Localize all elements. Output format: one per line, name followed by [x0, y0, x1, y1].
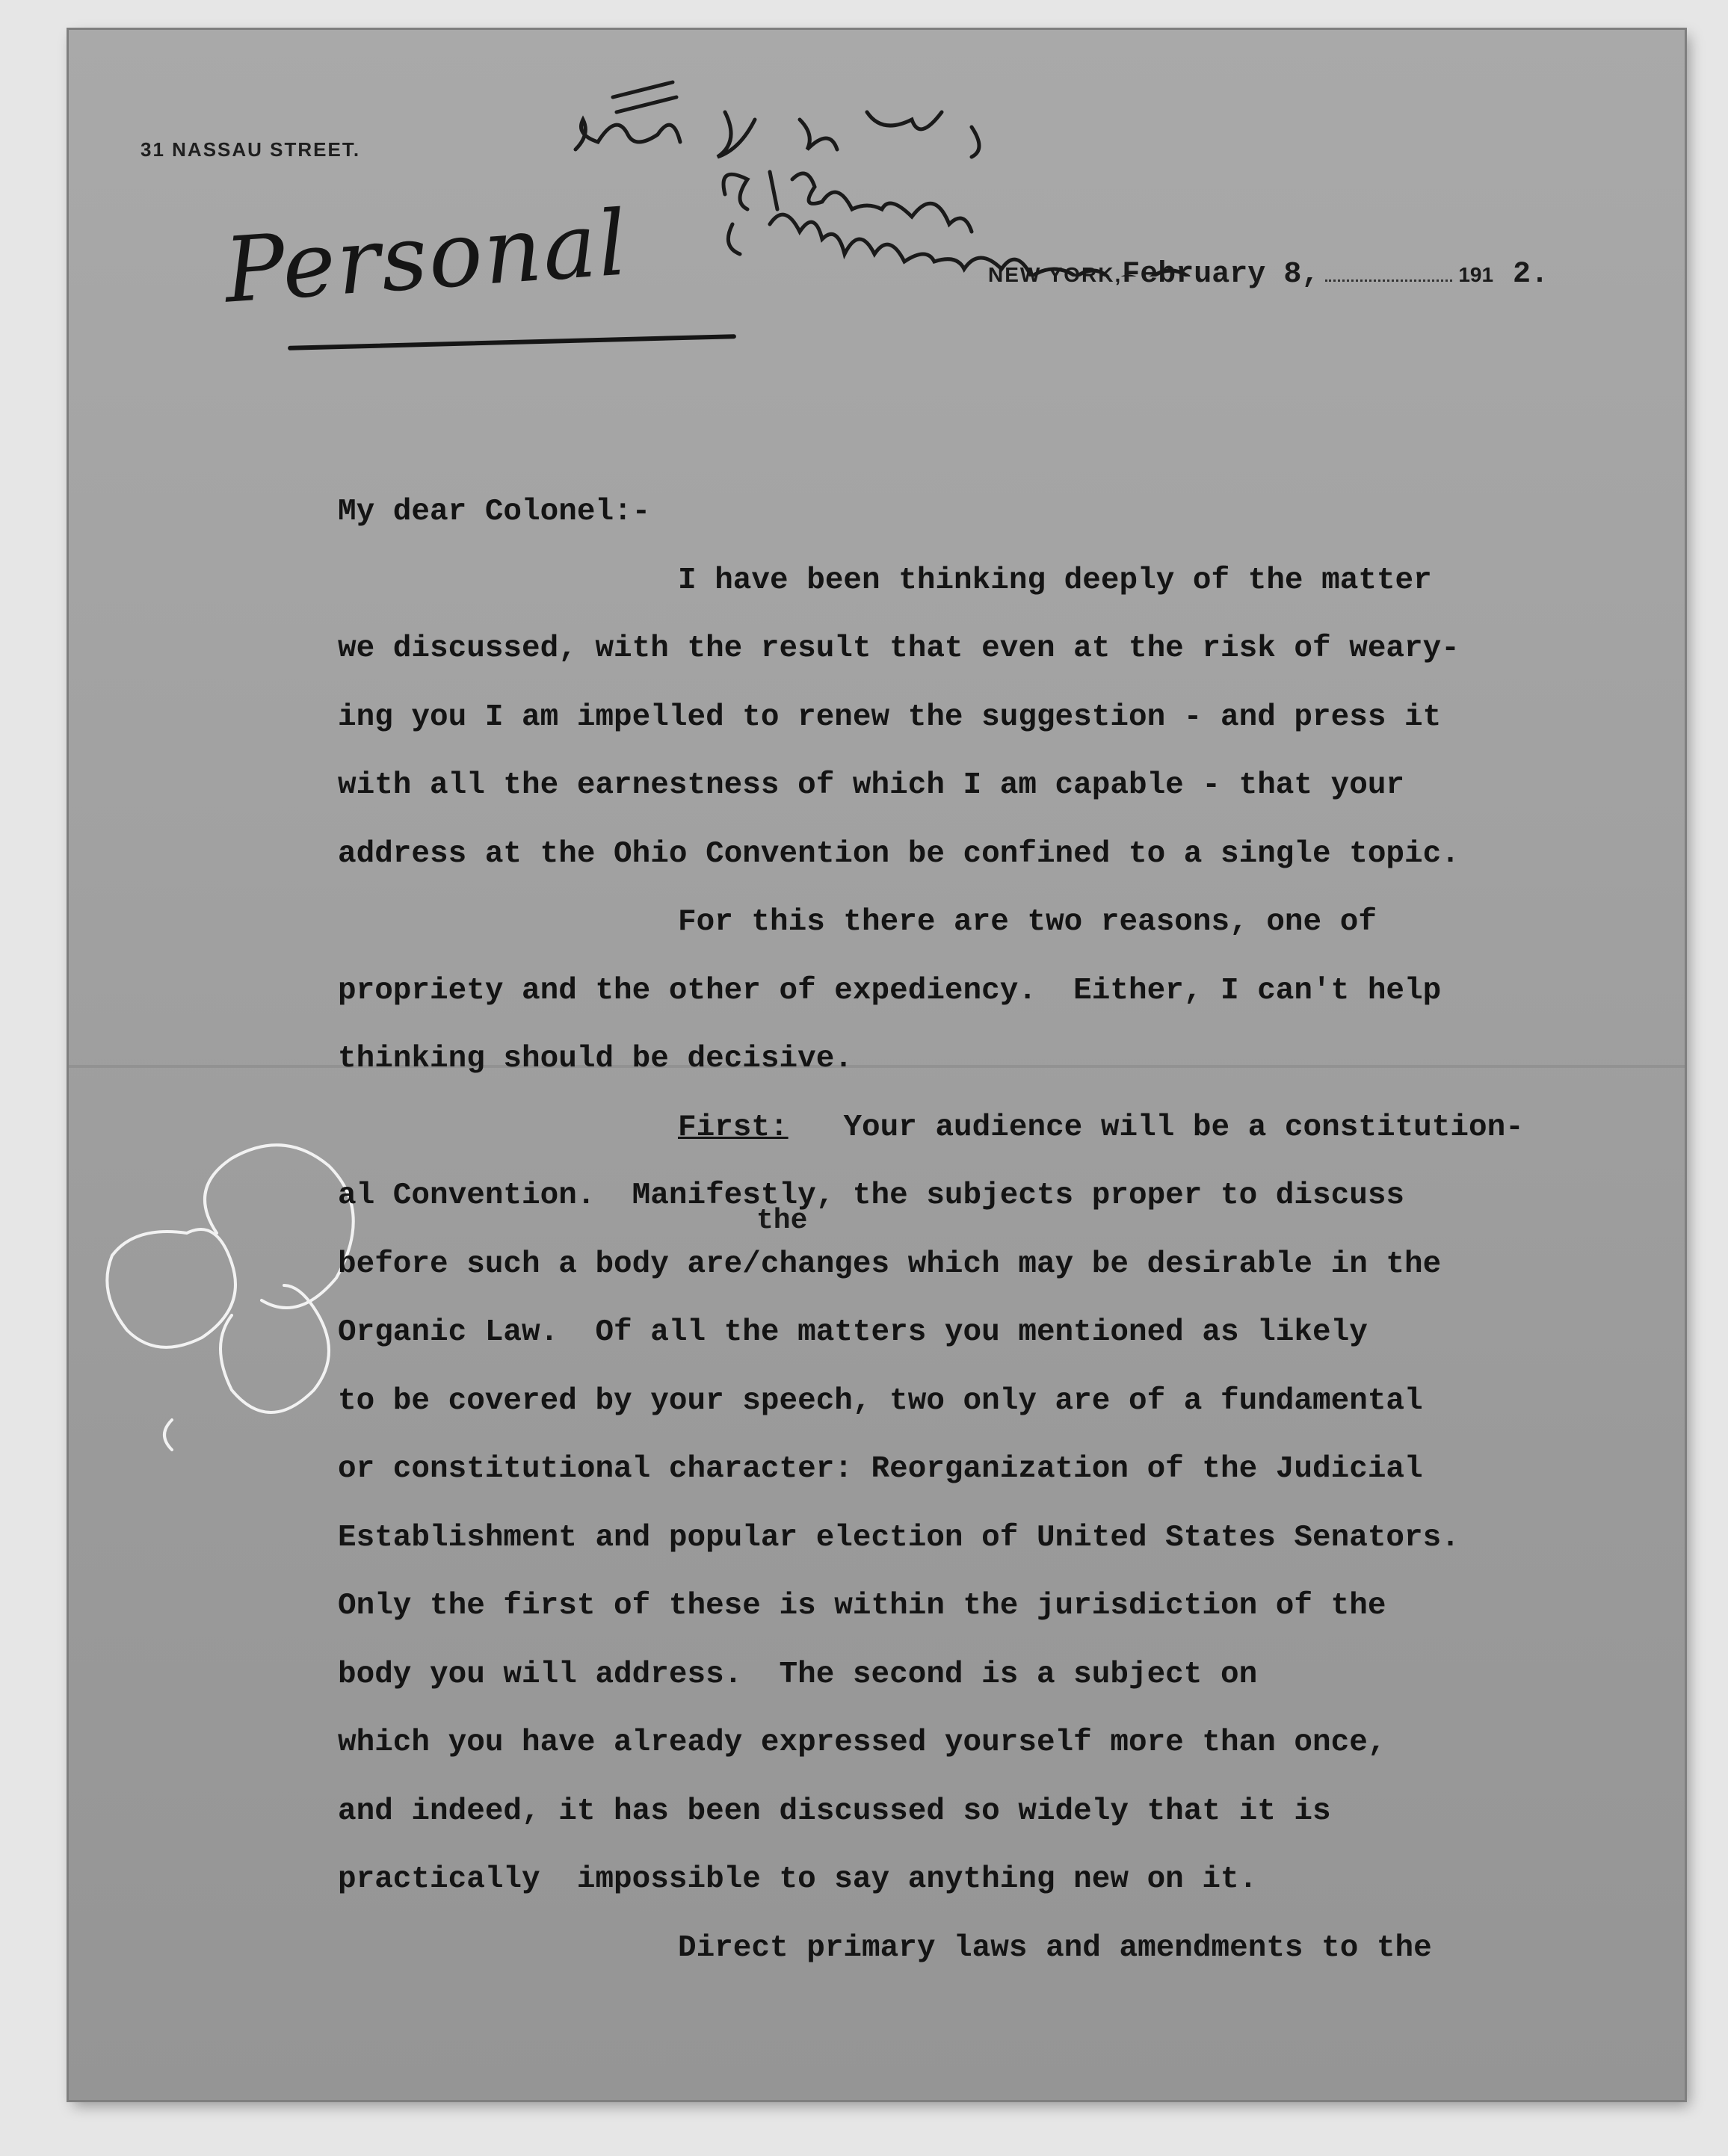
- letter-line: Organic Law. Of all the matters you mentioned as likely: [338, 1315, 1368, 1350]
- handwritten-notes: [553, 67, 1428, 277]
- letter-line: which you have already expressed yourself more than once,: [338, 1726, 1386, 1760]
- letter-line: practically impossible to say anything new on it.: [338, 1862, 1258, 1897]
- first-paragraph-text: Your audience will be a constitution-: [843, 1110, 1524, 1145]
- letter-line: we discussed, with the result that even at the risk of weary-: [338, 631, 1460, 666]
- dateline: [988, 258, 1549, 291]
- letter-line: ing you I am impelled to renew the suggestion - and press it: [338, 699, 1442, 735]
- handwritten-insert-word: the: [756, 1205, 808, 1237]
- letter-line: body you will address. The second is a subject on: [338, 1657, 1258, 1692]
- dateline-year-prefix: 191: [1458, 263, 1494, 286]
- letter-line: address at the Ohio Convention be confined to a single topic.: [338, 836, 1460, 871]
- letterhead-street: 31 NASSAU STREET.: [141, 138, 361, 161]
- letter-line: propriety and the other of expediency. Either, I can't help: [338, 973, 1442, 1008]
- dateline-year-suffix: 2.: [1513, 258, 1549, 291]
- letter-body: [338, 478, 1623, 1983]
- dateline-dotted-rule: [1325, 279, 1452, 282]
- dateline-date: February 8,: [1122, 258, 1320, 291]
- letter-line: I have been thinking deeply of the matter: [678, 563, 1432, 598]
- letter-line: with all the earnestness of which I am capable - that your: [338, 768, 1405, 803]
- handwritten-personal: Personal: [220, 191, 632, 324]
- letter-line-first: [338, 1094, 1623, 1163]
- salutation: My dear Colonel:-: [338, 495, 651, 529]
- dateline-place: NEW YORK,: [988, 263, 1123, 286]
- letter-line: Establishment and popular election of United States Senators.: [338, 1520, 1460, 1555]
- letter-line: Only the first of these is within the jurisdiction of the: [338, 1589, 1386, 1623]
- letter-line: to be covered by your speech, two only are of a fundamental: [338, 1383, 1423, 1418]
- letter-line: For this there are two reasons, one of: [678, 905, 1377, 939]
- letter-line: al Convention. Manifestly, the subjects proper to discuss: [338, 1179, 1405, 1213]
- letter-line: or constitutional character: Reorganization of the Judicial: [338, 1452, 1423, 1486]
- letter-line: and indeed, it has been discussed so widely that it is: [338, 1794, 1331, 1829]
- first-heading: First:: [678, 1110, 789, 1145]
- letter-line: Direct primary laws and amendments to the: [678, 1930, 1432, 1965]
- letter-line: before such a body are/changes which may be desirable in the: [338, 1247, 1442, 1282]
- letter-line: thinking should be decisive.: [338, 1042, 853, 1076]
